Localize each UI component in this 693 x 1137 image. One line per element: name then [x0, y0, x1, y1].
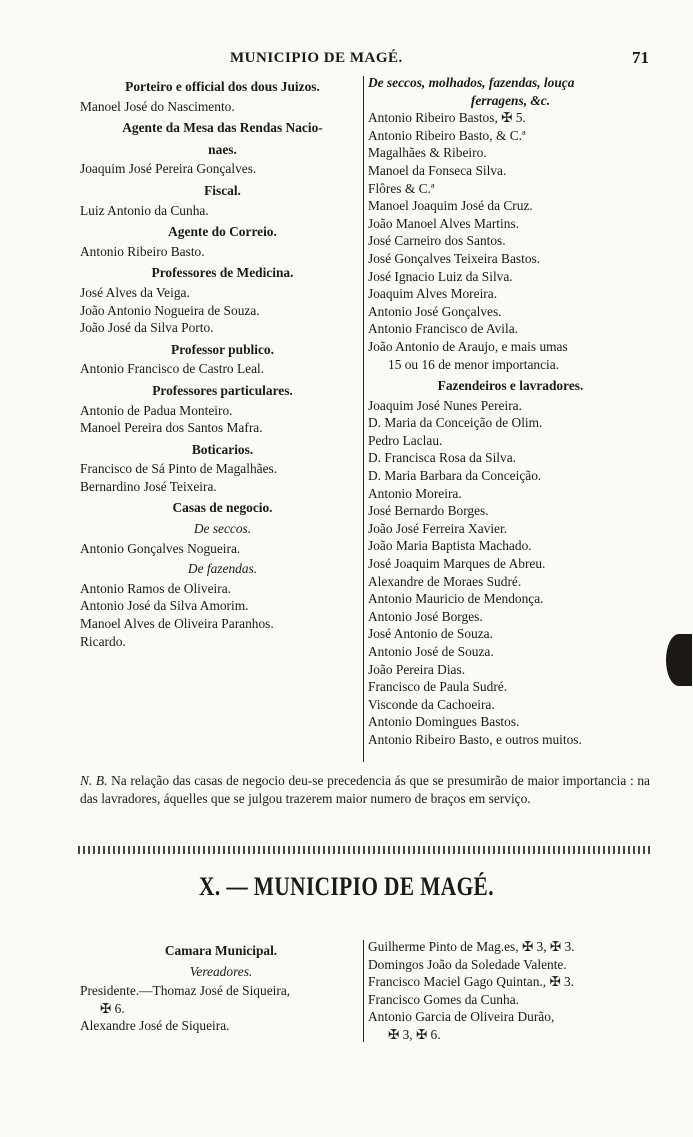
- footnote: [80, 772, 650, 807]
- list-entry: Joaquim José Nunes Pereira.: [368, 397, 522, 413]
- list-entry: Francisco Maciel Gago Quintan., ✠ 3.: [368, 974, 575, 990]
- list-entry: José Alves da Veiga.: [80, 284, 190, 300]
- section-heading: Fazendeiros e lavradores.: [437, 378, 584, 394]
- list-entry: Flôres & C.ª: [368, 180, 435, 196]
- list-entry: Antonio Gonçalves Nogueira.: [80, 540, 241, 556]
- list-entry: Antonio Domingues Bastos.: [368, 714, 520, 730]
- list-entry: D. Francisca Rosa da Silva.: [368, 450, 517, 466]
- section-heading: ferragens, &c.: [470, 92, 551, 108]
- section-column-divider: [363, 940, 364, 1042]
- page-header: [0, 48, 693, 72]
- section-heading: Camara Municipal.: [164, 943, 278, 958]
- column-divider: [363, 76, 364, 762]
- section-left-column: [80, 938, 362, 1035]
- section-heading: Professor publico.: [171, 341, 274, 357]
- list-entry: Manoel da Fonseca Silva.: [368, 162, 507, 178]
- list-entry: Antonio José Borges.: [368, 608, 483, 624]
- running-head: MUNICIPIO DE MAGÉ.: [230, 50, 403, 66]
- list-entry: João Maria Baptista Machado.: [368, 538, 532, 554]
- list-entry: João Manoel Alves Martins.: [368, 215, 519, 231]
- subsection-heading: De seccos.: [193, 521, 252, 537]
- right-column: [368, 74, 653, 749]
- list-entry: José Joaquim Marques de Abreu.: [368, 556, 546, 572]
- section-right-column: [368, 938, 653, 1044]
- list-entry: Domingos João da Soledade Valente.: [368, 956, 567, 972]
- list-entry: Antonio de Padua Monteiro.: [80, 402, 233, 418]
- list-entry: João Antonio de Araujo, e mais umas: [368, 338, 568, 354]
- section-title: X. — MUNICIPIO DE MAGÉ.: [199, 872, 494, 901]
- list-entry: Alexandre de Moraes Sudré.: [368, 573, 522, 589]
- list-entry: João José da Silva Porto.: [80, 320, 214, 336]
- list-entry: José Carneiro dos Santos.: [368, 233, 506, 249]
- list-entry: Guilherme Pinto de Mag.es, ✠ 3, ✠ 3.: [368, 939, 575, 954]
- list-entry: Luiz Antonio da Cunha.: [80, 202, 209, 218]
- list-entry: Francisco Gomes da Cunha.: [368, 991, 519, 1007]
- list-entry: Manoel Joaquim José da Cruz.: [368, 198, 533, 214]
- list-entry: José Ignacio Luiz da Silva.: [368, 268, 513, 284]
- section-heading: De seccos, molhados, fazendas, louça: [368, 75, 575, 90]
- list-entry: Antonio Mauricio de Mendonça.: [368, 591, 544, 607]
- list-entry: Francisco de Paula Sudré.: [368, 679, 508, 695]
- list-entry: José Bernardo Borges.: [368, 503, 489, 519]
- list-entry: Antonio Francisco de Avila.: [368, 321, 518, 337]
- section-heading: Porteiro e official dos dous Juizos.: [125, 79, 320, 94]
- left-column: [80, 74, 365, 650]
- list-entry: Antonio Ramos de Oliveira.: [80, 580, 231, 596]
- list-entry: Antonio Ribeiro Basto, e outros muitos.: [368, 731, 582, 747]
- section-heading: Fiscal.: [204, 182, 241, 198]
- section-heading: Agente do Correio.: [168, 224, 277, 240]
- list-entry: D. Maria da Conceição de Olim.: [368, 415, 543, 431]
- subsection-heading: De fazendas.: [187, 561, 258, 577]
- list-entry-continuation: 15 ou 16 de menor importancia.: [388, 356, 560, 372]
- list-entry: Antonio Ribeiro Basto.: [80, 243, 205, 259]
- list-entry: Antonio Moreira.: [368, 485, 462, 501]
- list-entry: Presidente.—Thomaz José de Siqueira,: [80, 983, 291, 999]
- list-entry: D. Maria Barbara da Conceição.: [368, 468, 542, 484]
- list-entry: Francisco de Sá Pinto de Magalhães.: [80, 461, 278, 477]
- list-entry: João Antonio Nogueira de Souza.: [80, 302, 260, 318]
- footnote-text: Na relação das casas de negocio deu-se precedencia ás que se presumirão de maior importancia : na das lavradores, áquelles que se julgou trazerem maior numero de braços em serviço.: [80, 773, 650, 806]
- section-heading: Casas de negocio.: [172, 500, 273, 516]
- footnote-label: N. B.: [80, 773, 108, 788]
- section-heading: Professores de Medicina.: [151, 265, 294, 281]
- list-entry: Antonio Francisco de Castro Leal.: [80, 361, 265, 377]
- subsection-heading: Vereadores.: [189, 963, 253, 979]
- section-heading: Professores particulares.: [152, 382, 293, 398]
- list-entry: Antonio Ribeiro Bastos, ✠ 5.: [368, 110, 526, 126]
- section-heading: Boticarios.: [191, 441, 254, 457]
- list-entry: Manoel Alves de Oliveira Paranhos.: [80, 616, 274, 632]
- list-entry: Antonio José Gonçalves.: [368, 303, 502, 319]
- list-entry: Alexandre José de Siqueira.: [80, 1018, 230, 1034]
- list-entry: João Pereira Dias.: [368, 661, 466, 677]
- ink-blot: [666, 634, 692, 686]
- page-number: 71: [632, 48, 649, 67]
- section-heading: naes.: [208, 141, 237, 157]
- section-heading: Agente da Mesa das Rendas Nacio-: [122, 120, 323, 136]
- list-entry: Antonio Garcia de Oliveira Durão,: [368, 1009, 555, 1025]
- list-entry: Manoel José do Nascimento.: [80, 98, 235, 114]
- list-entry: José Antonio de Souza.: [368, 626, 493, 642]
- list-entry: Antonio José de Souza.: [368, 644, 494, 659]
- list-entry: Joaquim José Pereira Gonçalves.: [80, 161, 257, 177]
- list-entry-continuation: ✠ 6.: [100, 1000, 125, 1016]
- list-entry: Antonio Ribeiro Basto, & C.ª: [368, 127, 526, 143]
- list-entry: Ricardo.: [80, 633, 126, 649]
- list-entry: Bernardino José Teixeira.: [80, 478, 217, 494]
- list-entry: Visconde da Cachoeira.: [368, 696, 495, 712]
- list-entry: Magalhães & Ribeiro.: [368, 145, 487, 161]
- list-entry: João José Ferreira Xavier.: [368, 520, 508, 536]
- list-entry: Manoel Pereira dos Santos Mafra.: [80, 420, 263, 436]
- list-entry-continuation: ✠ 3, ✠ 6.: [388, 1026, 441, 1042]
- list-entry: José Gonçalves Teixeira Bastos.: [368, 250, 541, 266]
- list-entry: Pedro Laclau.: [368, 432, 443, 448]
- list-entry: Joaquim Alves Moreira.: [368, 286, 498, 302]
- list-entry: Antonio José da Silva Amorim.: [80, 598, 249, 614]
- section-separator: [78, 846, 650, 854]
